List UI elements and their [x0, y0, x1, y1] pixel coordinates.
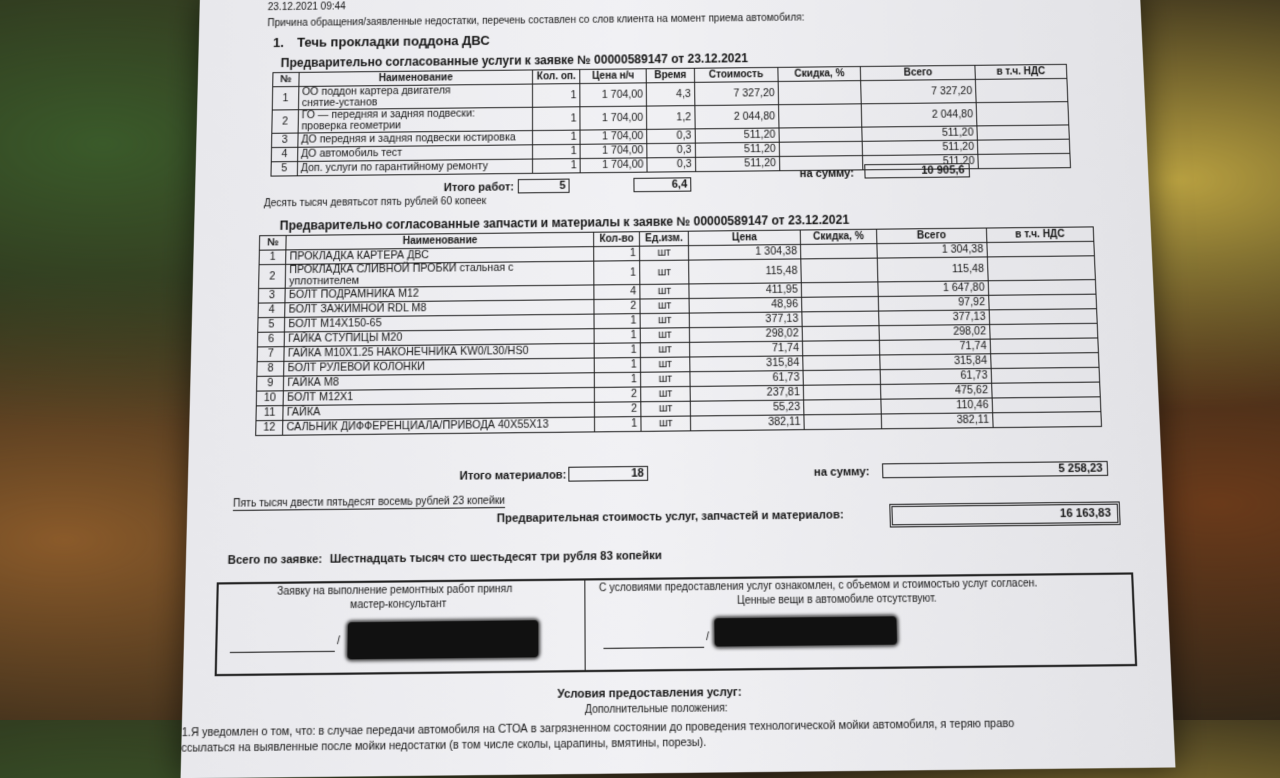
parts-cell-total: 71,74: [879, 339, 990, 355]
services-header-cell: Кол. оп.: [533, 69, 580, 84]
services-cell-disc: [779, 141, 863, 156]
parts-cell-price: 411,95: [689, 283, 801, 299]
parts-cell-total: 382,11: [881, 413, 993, 429]
services-header-cell: Всего: [861, 65, 976, 80]
parts-cell-vat: [989, 323, 1097, 339]
parts-header-cell: Цена: [689, 230, 801, 246]
parts-cell-qty: 1: [594, 358, 640, 373]
parts-cell-name: ГАЙКА M8: [283, 373, 594, 391]
parts-cell-price: 115,48: [689, 259, 801, 284]
parts-cell-n: 8: [257, 361, 284, 376]
parts-cell-disc: [803, 370, 880, 386]
services-cell-cost: 7 327,20: [694, 81, 778, 105]
parts-cell-n: 10: [256, 391, 283, 406]
reason-number: 1.: [272, 34, 285, 51]
parts-cell-unit: шт: [640, 357, 690, 372]
parts-cell-unit: шт: [641, 401, 691, 416]
services-cell-total: 2 044,80: [862, 103, 977, 127]
parts-cell-n: 3: [258, 288, 285, 303]
services-cell-n: 3: [272, 133, 298, 148]
parts-sum-label: на сумму:: [813, 465, 870, 480]
services-cell-cost: 511,20: [695, 156, 779, 171]
right-sign-line: [603, 647, 704, 649]
services-cell-name: ОО поддон картера двигателя снятие-установ: [298, 84, 533, 110]
parts-cell-total: 110,46: [881, 398, 993, 414]
parts-cell-n: 2: [259, 264, 286, 288]
parts-cell-price: 71,74: [690, 341, 803, 357]
services-cell-vat: [977, 139, 1069, 154]
services-header-cell: Скидка, %: [778, 67, 861, 82]
parts-cell-unit: шт: [641, 416, 691, 431]
parts-cell-qty: 2: [595, 402, 641, 417]
parts-cell-name: ПРОКЛАДКА СЛИВНОЙ ПРОБКИ стальная с уплотнителем: [285, 261, 594, 288]
right-sign-text-2: Ценные вещи в автомобиле отсутствуют.: [736, 592, 937, 608]
services-cell-name: Доп. услуги по гарантийному ремонту: [297, 159, 533, 176]
parts-cell-n: 12: [256, 420, 283, 435]
parts-cell-disc: [802, 296, 879, 311]
parts-table: [255, 226, 1102, 436]
parts-header-cell: Ед.изм.: [639, 231, 688, 246]
parts-total-label: Итого материалов:: [459, 468, 567, 483]
services-cell-time: 4,3: [646, 82, 694, 106]
services-sum-label: на сумму:: [799, 167, 855, 181]
parts-cell-price: 1 304,38: [689, 244, 801, 260]
services-header-cell: Время: [646, 68, 694, 83]
services-cell-n: 4: [271, 147, 297, 162]
services-cell-time: 1,2: [647, 106, 695, 130]
services-cell-price: 1 704,00: [580, 129, 647, 144]
grand-total-value: 16 163,83: [889, 501, 1120, 527]
parts-cell-unit: шт: [640, 372, 690, 387]
services-cell-price: 1 704,00: [580, 144, 647, 159]
terms-item-1-line-1: 1.Я уведомлен о том, что: в случае передачи автомобиля на СТОА в загрязненном состоянии до проведения технологической мойки автомобиля, я теряю право: [181, 717, 1015, 740]
parts-cell-name: БОЛТ ЗАЖИМНОЙ RDL M8: [285, 299, 594, 317]
parts-cell-vat: [990, 338, 1099, 354]
terms-subtitle: Дополнительные положения:: [584, 702, 728, 717]
services-cell-price: 1 704,00: [580, 106, 647, 130]
parts-cell-qty: 1: [595, 417, 641, 432]
parts-title: Предварительно согласованные запчасти и материалы к заявке № 00000589147 от 23.12.2021: [279, 212, 850, 233]
parts-cell-n: 9: [257, 376, 284, 391]
services-title: Предварительно согласованные услуги к заявке № 00000589147 от 23.12.2021: [280, 51, 748, 71]
services-cell-price: 1 704,00: [580, 158, 647, 173]
parts-cell-total: 1 304,38: [877, 242, 987, 258]
parts-cell-vat: [989, 309, 1097, 325]
parts-cell-qty: 1: [594, 328, 640, 343]
services-header-cell: №: [273, 72, 299, 86]
parts-cell-name: БОЛТ M14X150-65: [285, 314, 595, 332]
services-cell-price: 1 704,00: [580, 83, 647, 107]
parts-cell-total: 377,13: [878, 310, 989, 326]
parts-cell-qty: 1: [595, 372, 641, 387]
parts-cell-vat: [987, 256, 1095, 281]
parts-cell-vat: [992, 412, 1101, 428]
parts-cell-price: 382,11: [691, 415, 804, 431]
services-header-cell: Стоимость: [694, 67, 778, 82]
services-cell-name: ДО передняя и задняя подвески юстировка: [298, 131, 533, 148]
services-cell-vat: [978, 153, 1071, 168]
parts-cell-qty: 2: [595, 387, 641, 402]
top-date: 23.12.2021 09:44: [267, 1, 346, 14]
parts-cell-vat: [990, 353, 1099, 369]
services-total-qty: 5: [518, 179, 570, 194]
parts-cell-vat: [987, 241, 1095, 257]
services-cell-total: 511,20: [863, 154, 978, 169]
document-page: [181, 0, 1176, 778]
parts-cell-disc: [801, 282, 878, 297]
services-cell-vat: [977, 125, 1069, 140]
parts-cell-name: ПРОКЛАДКА КАРТЕРА ДВС: [286, 247, 594, 265]
left-sign-slash: /: [336, 635, 341, 648]
services-table: [270, 64, 1071, 177]
grand-words: Шестнадцать тысяч сто шестьдесят три рубля 83 копейки: [329, 549, 662, 566]
parts-cell-qty: 1: [594, 314, 640, 329]
parts-cell-vat: [991, 382, 1100, 398]
parts-cell-unit: шт: [640, 386, 690, 401]
parts-cell-n: 6: [257, 332, 284, 347]
services-total-time: 6,4: [633, 177, 691, 192]
services-cell-disc: [778, 104, 862, 128]
services-sum-value: 10 905,6: [864, 163, 970, 178]
services-cell-cost: 511,20: [695, 142, 779, 157]
parts-header-cell: Всего: [876, 228, 986, 244]
left-sign-text-1: Заявку на выполнение ремонтных работ принял: [277, 583, 513, 598]
parts-cell-n: 4: [258, 303, 285, 318]
left-sign-line: [230, 651, 335, 653]
parts-cell-disc: [801, 258, 878, 283]
services-cell-cost: 2 044,80: [695, 105, 779, 129]
parts-cell-price: 298,02: [690, 326, 803, 342]
parts-cell-vat: [991, 367, 1100, 383]
services-header-cell: Цена н/ч: [580, 69, 647, 84]
parts-cell-n: 1: [259, 250, 286, 265]
services-header-cell: в т.ч. НДС: [975, 64, 1067, 79]
parts-cell-name: БОЛТ ПОДРАМНИКА M12: [285, 285, 594, 303]
parts-total-qty: 18: [568, 466, 648, 482]
parts-cell-name: БОЛТ M12X1: [283, 387, 594, 405]
parts-header-cell: №: [259, 235, 286, 250]
right-sign-text-1: С условиями предоставления услуг ознакомлен, с объемом и стоимостью услуг согласен.: [598, 577, 1038, 595]
services-cell-total: 511,20: [862, 126, 977, 141]
parts-cell-n: 11: [256, 406, 283, 421]
parts-cell-price: 61,73: [690, 370, 803, 386]
parts-header-cell: Скидка, %: [800, 229, 877, 244]
parts-cell-price: 237,81: [690, 385, 803, 401]
services-cell-name: ГО — передняя и задняя подвески: проверка геометрии: [298, 107, 533, 133]
services-cell-vat: [976, 102, 1069, 126]
services-cell-qty: 1: [533, 107, 580, 131]
parts-cell-qty: 1: [594, 261, 640, 285]
left-sign-text-2: мастер-консультант: [350, 598, 447, 612]
parts-in-words: Пять тысяч двести пятьдесят восемь рублей 23 копейки: [232, 495, 506, 510]
services-cell-total: 7 327,20: [861, 79, 976, 103]
services-cell-disc: [779, 127, 863, 142]
terms-title: Условия предоставления услуг:: [557, 685, 742, 702]
parts-cell-vat: [992, 397, 1101, 413]
parts-cell-n: 5: [258, 317, 285, 332]
parts-cell-unit: шт: [639, 246, 689, 261]
services-total-label: Итого работ:: [443, 181, 514, 195]
services-cell-qty: 1: [533, 144, 580, 159]
parts-cell-total: 97,92: [878, 295, 989, 311]
parts-header-cell: в т.ч. НДС: [986, 227, 1094, 243]
services-cell-qty: 1: [533, 159, 580, 174]
services-cell-time: 0,3: [647, 143, 695, 158]
parts-cell-qty: 2: [594, 299, 640, 314]
grand-total-label: Предварительная стоимость услуг, запчастей и материалов:: [496, 508, 844, 526]
parts-cell-n: 7: [257, 347, 284, 362]
parts-cell-disc: [804, 414, 882, 430]
reason-text: Течь прокладки поддона ДВС: [297, 32, 490, 50]
parts-cell-vat: [988, 280, 1096, 296]
services-header-cell: Наименование: [299, 70, 533, 87]
grand-words-label: Всего по заявке:: [227, 553, 323, 568]
services-cell-n: 5: [271, 162, 297, 177]
parts-cell-total: 61,73: [880, 368, 991, 384]
parts-sum-value: 5 258,23: [882, 461, 1108, 478]
parts-cell-name: БОЛТ РУЛЕВОЙ КОЛОНКИ: [284, 358, 595, 376]
parts-cell-qty: 1: [594, 246, 640, 261]
parts-cell-vat: [988, 294, 1096, 310]
parts-cell-unit: шт: [640, 328, 690, 343]
services-cell-time: 0,3: [647, 129, 695, 144]
terms-item-1-line-2: ссылаться на выявленные после мойки недостатки (в том числе сколы, царапины, вмятины, порезы).: [181, 735, 707, 756]
services-cell-total: 511,20: [863, 140, 978, 155]
parts-cell-name: ГАЙКА: [283, 402, 595, 420]
parts-cell-unit: шт: [640, 313, 690, 328]
parts-header-cell: Наименование: [286, 232, 594, 250]
parts-cell-name: ГАЙКА M10X1.25 НАКОНЕЧНИКА KW0/L30/HS0: [284, 343, 594, 361]
parts-cell-disc: [802, 311, 879, 326]
parts-cell-disc: [804, 399, 882, 415]
services-in-words: Десять тысяч девятьсот пять рублей 60 копеек: [263, 195, 487, 210]
services-cell-qty: 1: [533, 130, 580, 145]
reason-label: Причина обращения/заявленные недостатки, перечень составлен со слов клиента на момент приема автомобиля:: [267, 12, 805, 30]
parts-cell-qty: 4: [594, 284, 640, 299]
parts-cell-total: 475,62: [880, 383, 992, 399]
parts-cell-name: САЛЬНИК ДИФФЕРЕНЦИАЛА/ПРИВОДА 40X55X13: [283, 417, 595, 435]
services-cell-cost: 511,20: [695, 128, 779, 143]
parts-cell-unit: шт: [640, 284, 690, 299]
parts-cell-total: 315,84: [880, 354, 991, 370]
services-cell-n: 1: [272, 86, 298, 110]
parts-cell-total: 115,48: [877, 257, 988, 282]
services-cell-qty: 1: [533, 84, 580, 108]
parts-cell-name: ГАЙКА СТУПИЦЫ M20: [284, 329, 594, 347]
parts-cell-price: 377,13: [690, 312, 803, 328]
parts-cell-disc: [803, 384, 880, 400]
services-cell-vat: [975, 78, 1067, 102]
parts-cell-price: 315,84: [690, 356, 803, 372]
redacted-signature-left: [347, 620, 538, 659]
parts-cell-price: 48,96: [689, 297, 802, 313]
parts-cell-unit: шт: [640, 342, 690, 357]
services-cell-time: 0,3: [647, 157, 695, 172]
parts-cell-unit: шт: [639, 260, 689, 284]
parts-cell-total: 298,02: [879, 324, 990, 340]
parts-cell-disc: [802, 326, 879, 341]
services-cell-name: ДО автомобиль тест: [297, 145, 533, 162]
services-cell-disc: [778, 81, 862, 105]
parts-cell-disc: [802, 340, 879, 355]
parts-cell-disc: [800, 244, 877, 259]
redacted-signature-right: [714, 616, 897, 646]
parts-cell-unit: шт: [640, 298, 690, 313]
signature-divider: [584, 581, 585, 670]
parts-cell-total: 1 647,80: [878, 281, 989, 297]
parts-header-cell: Кол-во: [594, 232, 639, 247]
signature-box: [215, 572, 1138, 676]
services-cell-n: 2: [272, 110, 298, 134]
parts-cell-qty: 1: [594, 343, 640, 358]
parts-cell-price: 55,23: [691, 400, 804, 416]
right-sign-slash: /: [706, 631, 710, 644]
parts-cell-disc: [803, 355, 880, 371]
